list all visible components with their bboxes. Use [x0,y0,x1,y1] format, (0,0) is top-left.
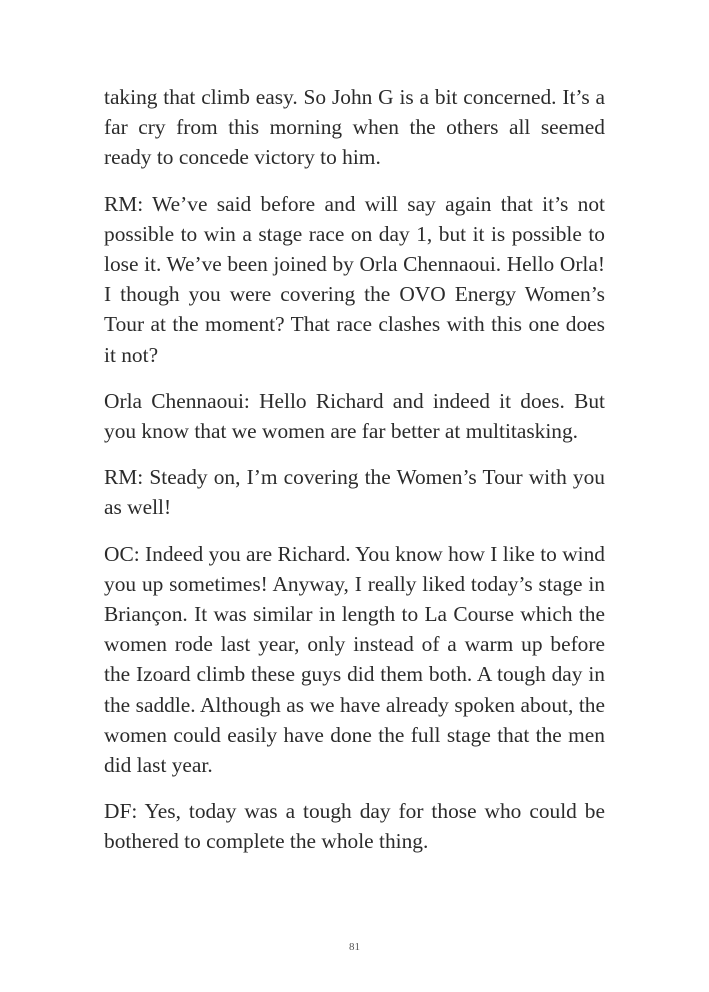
paragraph-1: taking that climb easy. So John G is a bit concerned. It’s a far cry from this morning when the others all seemed ready to concede victory to him. [104,85,605,170]
paragraph-2: RM: We’ve said before and will say again that it’s not possible to win a stage race on day 1, but it is possible to lose it. We’ve been joined by Orla Chennaoui. Hello Orla! I though you were covering the OVO Energy Women’s Tour at the moment? That race clashes with this one does it not? [104,191,605,367]
page-body-text [104,82,605,873]
paragraph-3: Orla Chennaoui: Hello Richard and indeed it does. But you know that we women are far better at multitasking. [104,388,605,444]
paragraph-6: DF: Yes, today was a tough day for those who could be bothered to complete the whole thing. [104,799,605,854]
page-number: 81 [349,941,360,953]
paragraph-5: OC: Indeed you are Richard. You know how I like to wind you up sometimes! Anyway, I really liked today’s stage in Briançon. It was similar in length to La Course which the women rode last year, only instead of a warm up before the Izoard climb these guys did them both. A tough day in the saddle. Although as we have already spoken about, the women could easily have done the full stage that the men did last year. [104,541,605,778]
paragraph-4: RM: Steady on, I’m covering the Women’s Tour with you as well! [104,465,605,520]
